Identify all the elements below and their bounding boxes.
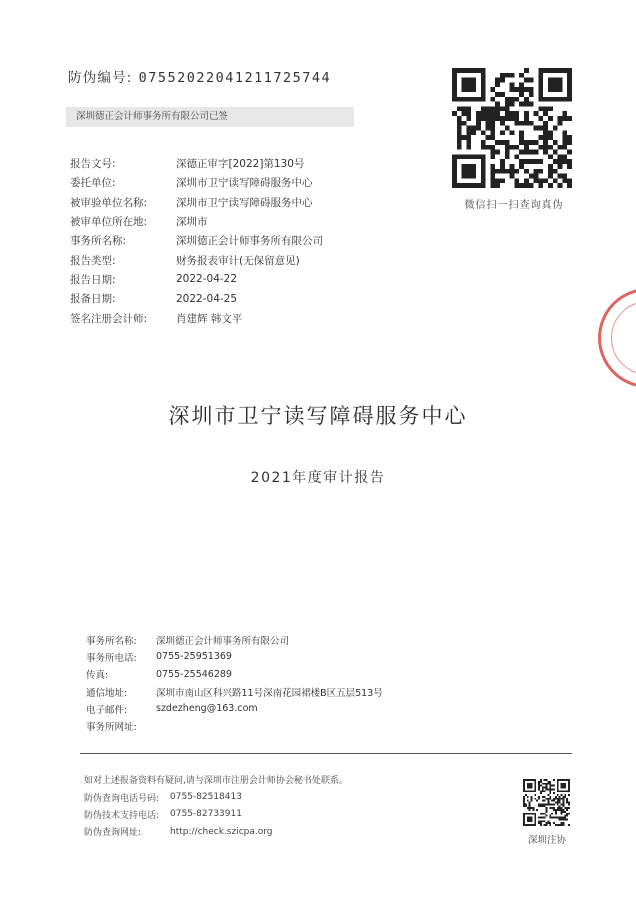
info-row-filing-date — [70, 289, 430, 308]
info-value: 2022-04-22 — [176, 273, 238, 286]
firm-info-list — [86, 631, 506, 735]
notes-url — [84, 823, 504, 840]
divider — [80, 753, 572, 754]
info-label: 事务所名称: — [70, 235, 127, 248]
info-label: 签名注册会计师: — [70, 312, 148, 325]
verification-notes — [84, 771, 504, 841]
info-label: 报告类型: — [70, 254, 116, 267]
firm-row-name — [86, 631, 506, 648]
note-label: 防伪查询网址: — [84, 828, 142, 839]
firm-row-phone — [86, 648, 506, 665]
page-title: 深圳市卫宁读写障碍服务中心 — [168, 404, 468, 428]
firm-label: 事务所电话: — [86, 652, 137, 664]
firm-row-website — [86, 717, 506, 734]
signed-banner: 深圳德正会计师事务所有限公司已签 — [66, 107, 354, 127]
info-row-cpa — [70, 308, 430, 327]
qr-code-icon — [523, 779, 570, 826]
info-label: 委托单位: — [70, 177, 116, 190]
info-row-report-no — [70, 154, 430, 173]
info-value: 2022-04-25 — [176, 292, 238, 305]
page-subtitle: 2021年度审计报告 — [250, 470, 386, 486]
anti-fake-number — [68, 66, 331, 86]
notes-phone — [84, 788, 504, 805]
note-label: 防伪技术支持电话: — [84, 810, 160, 821]
notes-support — [84, 806, 504, 823]
firm-row-email — [86, 700, 506, 717]
firm-value: 0755-25546289 — [156, 668, 232, 680]
firm-value: 深圳市南山区科兴路11号深南花园裙楼B区五层513号 — [156, 687, 383, 699]
firm-label: 电子邮件: — [86, 704, 128, 716]
info-value: 深圳德正会计师事务所有限公司 — [176, 235, 323, 248]
note-value: 0755-82733911 — [170, 809, 242, 820]
note-value[interactable]: http://check.szicpa.org — [170, 826, 273, 837]
note-label: 防伪查询电话号码: — [84, 793, 160, 804]
firm-value: szdezheng@163.com — [156, 703, 258, 715]
info-label: 被审验单位名称: — [70, 196, 148, 209]
info-value: 肖建辉 韩文平 — [176, 312, 243, 325]
info-label: 报告日期: — [70, 273, 116, 286]
info-row-audited-entity — [70, 193, 430, 212]
info-value: 深圳市卫宁读写障碍服务中心 — [176, 177, 313, 190]
firm-label: 事务所网址: — [86, 722, 137, 734]
firm-value: 深圳德正会计师事务所有限公司 — [156, 635, 290, 647]
notes-intro: 如对上述报备资料有疑问,请与深圳市注册会计师协会秘书处联系。 — [84, 776, 348, 787]
info-row-firm — [70, 231, 430, 250]
anti-fake-value: 07552022041211725744 — [138, 70, 332, 86]
report-info-list — [70, 154, 430, 328]
note-value: 0755-82518413 — [170, 792, 242, 803]
info-value: 财务报表审计(无保留意见) — [176, 254, 300, 267]
firm-row-address — [86, 683, 506, 700]
firm-value: 0755-25951369 — [156, 651, 232, 663]
info-row-client — [70, 173, 430, 192]
info-row-location — [70, 212, 430, 231]
firm-row-fax — [86, 666, 506, 683]
firm-label: 事务所名称: — [86, 635, 137, 647]
qr-bottom-caption: 深圳注协 — [527, 835, 566, 846]
info-label: 报备日期: — [70, 293, 116, 306]
info-value: 深圳市 — [176, 216, 208, 229]
firm-label: 传真: — [86, 670, 109, 682]
info-row-report-date — [70, 270, 430, 289]
anti-fake-label: 防伪编号: — [68, 70, 133, 86]
info-label: 被审单位所在地: — [70, 216, 148, 229]
info-label: 报告文号: — [70, 158, 116, 171]
qr-caption: 微信扫一扫查询真伪 — [464, 200, 564, 211]
info-value: 深圳市卫宁读写障碍服务中心 — [176, 196, 313, 209]
qr-code-icon — [452, 68, 572, 188]
info-value: 深德正审字[2022]第130号 — [176, 158, 305, 171]
info-row-report-type — [70, 250, 430, 269]
firm-label: 通信地址: — [86, 687, 128, 699]
